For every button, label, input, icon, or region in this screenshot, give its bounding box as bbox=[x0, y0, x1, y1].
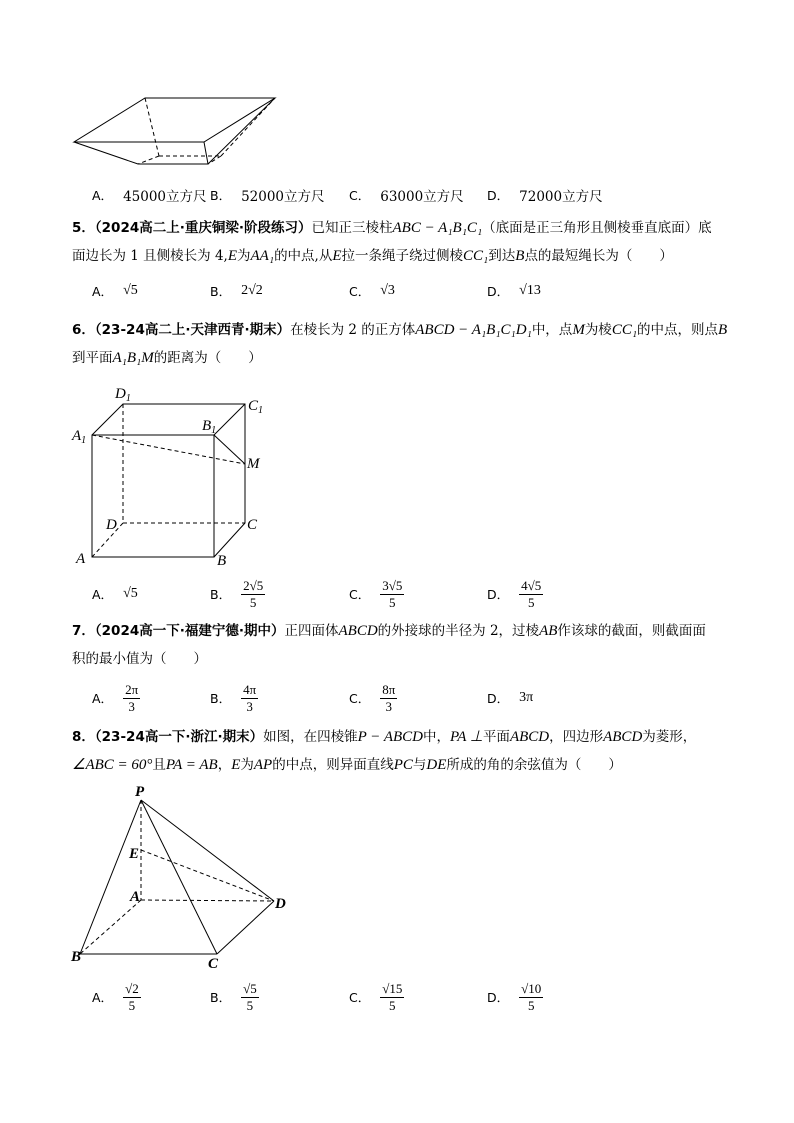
label-a: A bbox=[130, 889, 141, 905]
q7-stem: 7．（2024高一下·福建宁德·期中）正四面体ABCD的外接球的半径为 2，过棱AB作该球的截面，则截面面 积的最小值为（ ） bbox=[72, 623, 706, 667]
q7-option-c[interactable]: C． $\frac{8\pi}{3}$ bbox=[349, 681, 396, 714]
q8-option-a[interactable]: A． $\frac{√2}{5}$ bbox=[92, 980, 139, 1013]
q6-option-c[interactable]: C． $\frac{3√5}{5}$ bbox=[349, 577, 403, 610]
label-c1: $C_1$ bbox=[248, 398, 264, 416]
cube-figure bbox=[70, 380, 280, 575]
label-d: D bbox=[275, 896, 286, 912]
q8-option-d[interactable]: D． $\frac{√10}{5}$ bbox=[487, 980, 542, 1013]
label-c: C bbox=[247, 517, 258, 533]
q5-option-a[interactable]: A． √5 bbox=[92, 283, 138, 299]
label-e: E bbox=[129, 846, 140, 862]
q4-option-d[interactable]: D． 72000立方尺 bbox=[487, 188, 603, 205]
q7-option-a[interactable]: A． $\frac{2\pi}{3}$ bbox=[92, 681, 139, 714]
q8-stem: 8．（23-24高一下·浙江·期末）如图，在四棱锥P − ABCD中，PA ⊥平面ABCD，四边形ABCD为菱形， ∠ABC = 60°且PA = AB，E为AP的中点，则异面直线PC与DE所成的角的余弦值为（ ） bbox=[72, 729, 697, 773]
label-p: P bbox=[135, 784, 145, 800]
q4-option-c[interactable]: C． 63000立方尺 bbox=[349, 188, 464, 205]
q5-option-d[interactable]: D． √13 bbox=[487, 283, 541, 299]
label-b: B bbox=[71, 949, 82, 965]
q5-option-c[interactable]: C． √3 bbox=[349, 283, 395, 299]
label-b: B bbox=[217, 553, 227, 569]
label-c: C bbox=[208, 956, 219, 972]
label-d: D bbox=[106, 517, 117, 533]
frustum-figure bbox=[70, 92, 285, 178]
q4-option-b[interactable]: B． 52000立方尺 bbox=[210, 188, 325, 205]
q7-option-d[interactable]: D． 3π bbox=[487, 690, 534, 706]
q7-option-b[interactable]: B． $\frac{4\pi}{3}$ bbox=[210, 681, 257, 714]
q6-option-d[interactable]: D． $\frac{4√5}{5}$ bbox=[487, 577, 542, 610]
q4-option-a[interactable]: A． 45000立方尺 bbox=[92, 188, 207, 205]
label-a: A bbox=[76, 551, 86, 567]
q5-stem: 5．（2024高二上·重庆铜梁·阶段练习）已知正三棱柱ABC − A₁B₁C₁（底面是正三角形且侧棱垂直底面）底 面边长为 1 且侧棱长为 4,E为AA₁的中点,从E拉一条绳子绕过侧棱CC₁到达B点的最短绳长为（ ） bbox=[72, 220, 712, 264]
label-d1: $D_1$ bbox=[115, 386, 131, 404]
q6-stem: 6．（23-24高二上·天津西青·期末）在棱长为 2 的正方体ABCD − A₁B₁C₁D₁中，点M为棱CC₁的中点，则点B 到平面A₁B₁M的距离为（ ） bbox=[72, 322, 728, 366]
pyramid-figure bbox=[68, 782, 298, 972]
label-a1: $A_1$ bbox=[72, 428, 87, 446]
label-b1: $B_1$ bbox=[202, 418, 217, 436]
label-m: M bbox=[247, 456, 260, 472]
q6-option-b[interactable]: B． $\frac{2√5}{5}$ bbox=[210, 577, 264, 610]
q5-option-b[interactable]: B． 2√2 bbox=[210, 283, 263, 299]
q6-option-a[interactable]: A． √5 bbox=[92, 586, 138, 602]
q8-option-c[interactable]: C． $\frac{√15}{5}$ bbox=[349, 980, 403, 1013]
q8-option-b[interactable]: B． $\frac{√5}{5}$ bbox=[210, 980, 257, 1013]
